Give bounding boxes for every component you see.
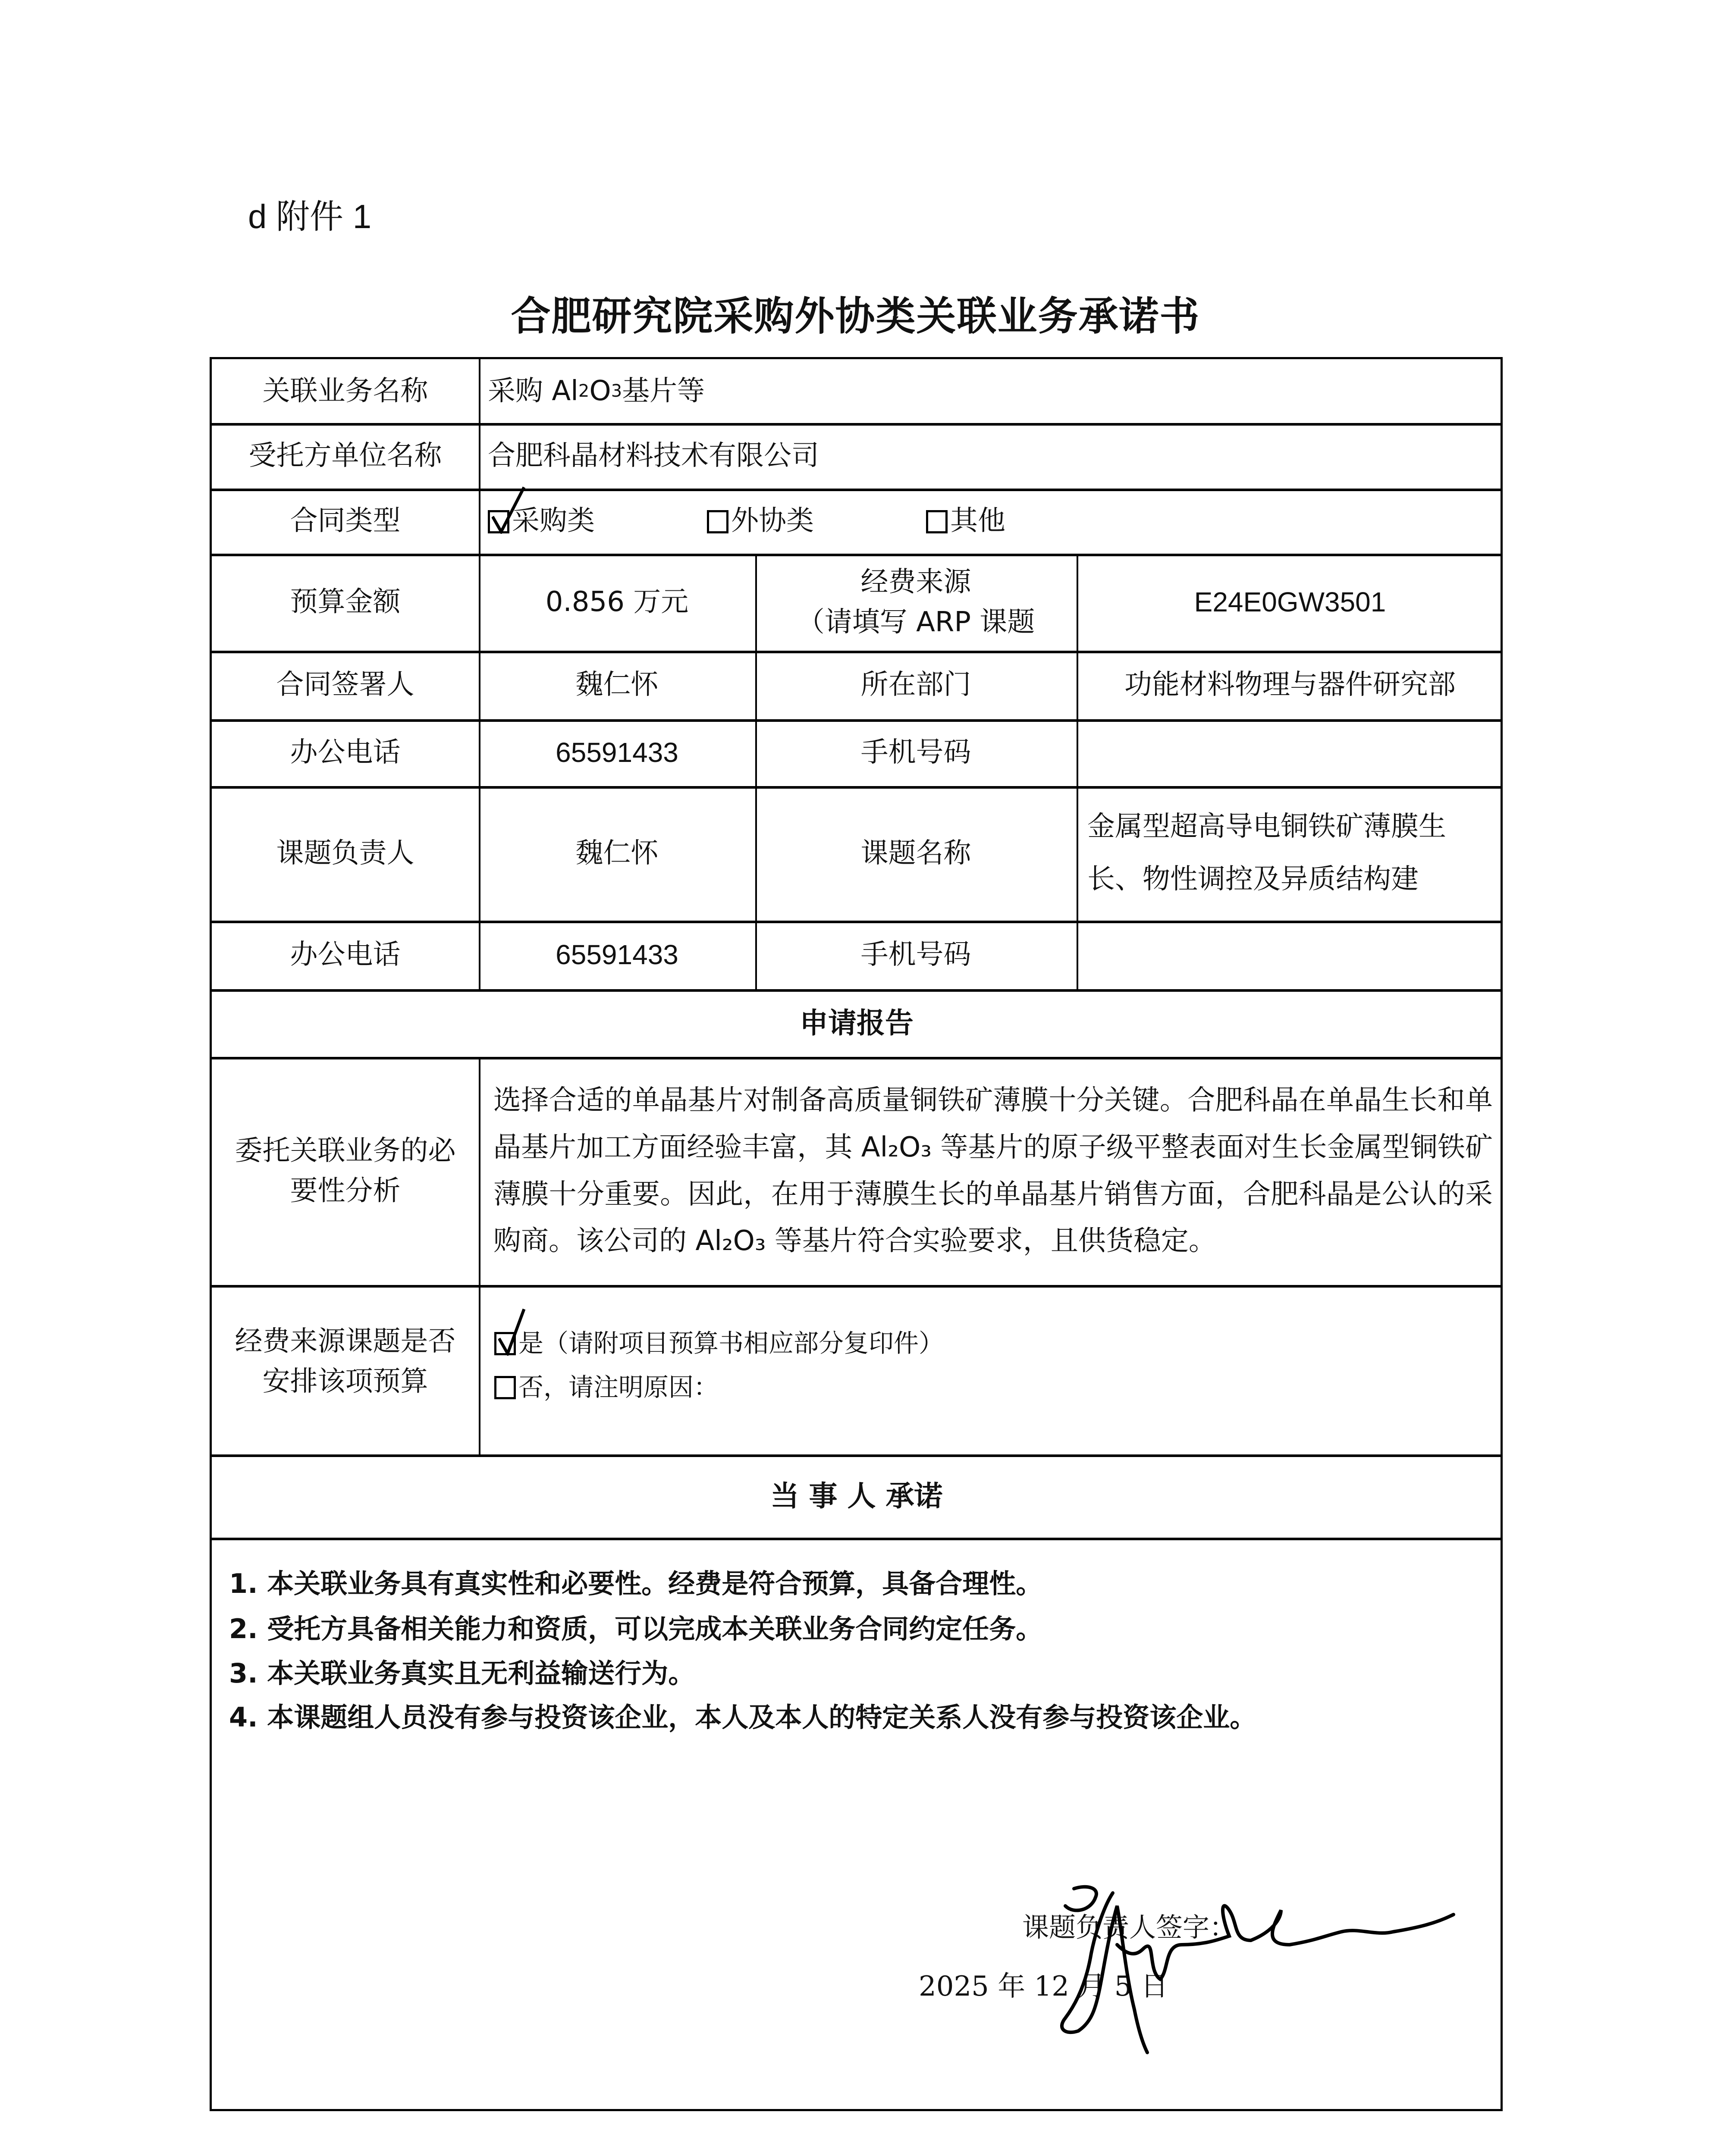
pi-office-phone-value: 65591433 (556, 939, 678, 971)
contract-type-options (488, 489, 1480, 554)
funding-source-label (755, 554, 1077, 651)
signer-label: 合同签署人 (276, 669, 414, 701)
business-name-prefix: 采购 Al (488, 375, 578, 407)
contract-type-option-outsourcing[interactable] (707, 501, 814, 541)
pi-office-phone-label: 办公电话 (290, 939, 401, 971)
commitment-item: 4. 本课题组人员没有参与投资该企业，本人及本人的特定关系人没有参与投资该企业。 (229, 1702, 1257, 1733)
commitment-form-table (210, 357, 1503, 2111)
business-name-value (488, 359, 1480, 423)
project-name-line1: 金属型超高导电铜铁矿薄膜生 (1087, 811, 1446, 843)
checked-checkbox-icon[interactable] (488, 510, 509, 533)
budget-arranged-option-no[interactable] (494, 1366, 719, 1410)
mobile-label: 手机号码 (860, 736, 971, 769)
business-name-mid: O (589, 375, 611, 407)
subscript: 3 (611, 381, 622, 401)
mobile-value (1077, 719, 1504, 786)
subscript: 2 (578, 381, 590, 401)
pi-mobile-value (1077, 921, 1504, 989)
funding-source-value: E24E0GW3501 (1194, 586, 1386, 618)
necessity-text: 选择合适的单晶基片对制备高质量铜铁矿薄膜十分关键。合肥科晶在单晶生长和单晶基片加工方面经验丰富，其 Al₂O₃ 等基片的原子级平整表面对生长金属型铜铁矿薄膜十分重要。因此，在用于薄膜生长的单晶基片销售方面，合肥科晶是公认的采购商。该公司的 Al₂O₃ 等基片符合实验要求，且供货稳定。 (493, 1084, 1493, 1257)
document-title: 合肥研究院采购外协类关联业务承诺书 (511, 293, 1200, 339)
project-name-line2: 长、物性调控及异质结构建 (1087, 863, 1419, 895)
budget-label: 预算金额 (290, 586, 401, 618)
budget-value: 0.856 万元 (545, 586, 689, 618)
pi-mobile-label: 手机号码 (860, 939, 971, 971)
signature-label: 课题负责人签字： (1022, 1912, 1237, 1943)
office-phone-label: 办公电话 (290, 736, 401, 769)
row-divider (212, 1538, 1501, 1540)
necessity-label (212, 1057, 479, 1285)
attachment-label: d 附件 1 (248, 197, 372, 235)
contract-type-option-purchase[interactable] (488, 501, 595, 541)
business-name-label: 关联业务名称 (262, 375, 428, 407)
project-name-value (1087, 786, 1501, 921)
option-label: 采购类 (512, 505, 595, 537)
checkbox-icon[interactable] (926, 510, 948, 533)
checkbox-icon[interactable] (494, 1376, 516, 1399)
option-label: 否，请注明原因： (518, 1372, 719, 1402)
business-name-suffix: 基片等 (622, 375, 705, 407)
contract-type-label: 合同类型 (290, 505, 401, 537)
checked-checkbox-icon[interactable] (494, 1332, 516, 1355)
contractor-label: 受托方单位名称 (248, 439, 442, 472)
commitment-item: 3. 本关联业务真实且无利益输送行为。 (229, 1658, 695, 1689)
budget-arranged-options (494, 1285, 1499, 1454)
office-phone-value: 65591433 (556, 737, 678, 768)
option-label: 外协类 (731, 505, 814, 537)
necessity-label-line1: 委托关联业务的必 (235, 1134, 456, 1167)
commitment-heading: 当 事 人 承诺 (770, 1479, 943, 1513)
budget-arranged-label-line2: 安排该项预算 (262, 1365, 428, 1398)
commitment-item: 1. 本关联业务具有真实性和必要性。经费是符合预算，具备合理性。 (229, 1568, 1043, 1599)
checkbox-icon[interactable] (707, 510, 728, 533)
necessity-label-line2: 要性分析 (290, 1175, 401, 1207)
funding-label-line1: 经费来源 (860, 566, 971, 598)
option-label: 其他 (950, 505, 1005, 537)
application-report-heading: 申请报告 (800, 1006, 914, 1040)
signature-date: 2025 年 12 月 5 日 (919, 1971, 1168, 2002)
dept-value: 功能材料物理与器件研究部 (1124, 669, 1456, 701)
pi-label: 课题负责人 (276, 837, 414, 869)
pi-value: 魏仁怀 (575, 837, 659, 869)
project-name-label: 课题名称 (860, 837, 971, 869)
funding-label-line2: （请填写 ARP 课题 (797, 606, 1035, 638)
contractor-value: 合肥科晶材料技术有限公司 (488, 439, 819, 472)
commitment-item: 2. 受托方具备相关能力和资质，可以完成本关联业务合同约定任务。 (229, 1613, 1043, 1645)
signer-value: 魏仁怀 (575, 669, 659, 701)
dept-label: 所在部门 (860, 669, 971, 701)
handwritten-signature-icon (1048, 1880, 1566, 2061)
option-label: 是（请附项目预算书相应部分复印件） (518, 1329, 944, 1358)
budget-arranged-label (212, 1285, 479, 1454)
budget-arranged-label-line1: 经费来源课题是否 (235, 1326, 456, 1357)
contract-type-option-other[interactable] (926, 501, 1005, 541)
budget-arranged-option-yes[interactable] (494, 1322, 944, 1366)
